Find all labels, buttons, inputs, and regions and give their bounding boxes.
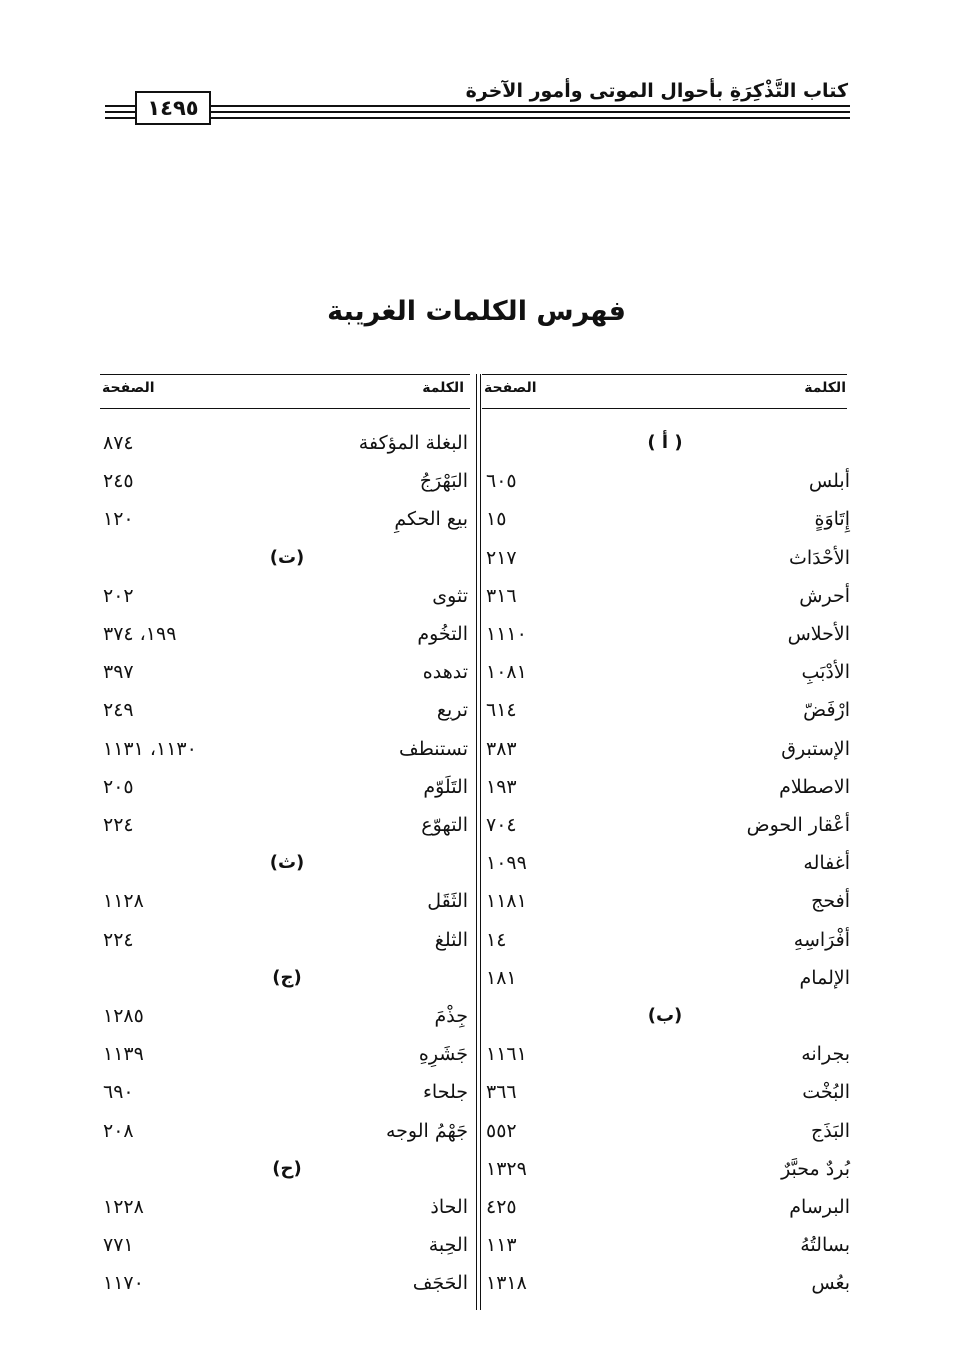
right-word-header: الكلمة — [804, 380, 846, 396]
index-entry — [486, 500, 850, 538]
index-entry — [486, 577, 850, 615]
entry-word: ارْفَضّ — [803, 699, 850, 722]
entry-word: تدهده — [422, 661, 468, 684]
entry-word: الحِبة — [428, 1234, 468, 1257]
entry-word: التهوّع — [421, 814, 468, 836]
index-entry — [103, 653, 468, 691]
entry-word: أغفاله — [803, 852, 850, 875]
entry-word: أفحج — [811, 890, 850, 913]
section-heading: (ح) — [272, 1157, 302, 1179]
entry-page: ١٩٣ — [486, 775, 517, 798]
index-entry — [486, 1188, 850, 1226]
index-entry — [486, 539, 850, 577]
entry-page: ٢٤٥ — [103, 470, 134, 493]
section-heading: (ث) — [269, 852, 305, 874]
index-entry — [103, 1073, 468, 1111]
entry-page: ١٨١ — [486, 966, 517, 989]
entry-page: ٢٢٤ — [103, 928, 134, 951]
entry-page: ٣٨٣ — [486, 737, 517, 760]
entry-word: أفْرَاسِهِ — [793, 928, 850, 951]
entry-word: جلحاء — [422, 1081, 468, 1104]
index-entry — [103, 882, 468, 920]
entry-page: ١٥ — [486, 508, 507, 531]
entry-page: ١٠٩٩ — [486, 852, 527, 875]
entry-word: البغلة المؤكفة — [358, 432, 468, 454]
entry-page: ٢٠٥ — [103, 775, 134, 798]
entry-word: الحاذ — [430, 1196, 468, 1218]
entry-page: ١٢٢٨ — [103, 1196, 144, 1218]
entry-page: ٣١٦ — [486, 584, 517, 607]
right-bottom-rule — [482, 408, 847, 409]
index-entry — [103, 806, 468, 844]
index-entry — [103, 1035, 468, 1073]
entry-word: جِذْمَ — [434, 1005, 468, 1027]
entry-page: ٢٢٤ — [103, 814, 134, 836]
left-top-rule — [100, 374, 470, 375]
entry-word: بُردٌ محبَّرٌ — [781, 1157, 850, 1180]
entry-page: ٤٢٥ — [486, 1196, 517, 1218]
entry-word: أعْقار الحوض — [746, 814, 850, 836]
entry-page: ١٢٨٥ — [103, 1005, 144, 1027]
index-entry — [103, 921, 468, 959]
entry-word: أبلس — [808, 470, 850, 493]
page-title: فهرس الكلمات الغريبة — [327, 296, 626, 327]
entry-word: جَشَرِهِ — [418, 1043, 468, 1066]
entry-page: ٦٩٠ — [103, 1081, 134, 1104]
index-entry — [486, 730, 850, 768]
header-rule — [105, 105, 850, 119]
index-entry — [103, 691, 468, 729]
entry-page: ٣٦٦ — [486, 1081, 517, 1104]
entry-page: ١١٣ — [486, 1234, 517, 1257]
left-page-header: الصفحة — [102, 380, 155, 396]
index-entry — [486, 1150, 850, 1188]
section-heading: ( أ ) — [647, 432, 683, 453]
entry-word: أحرش — [799, 584, 850, 607]
index-entry — [486, 768, 850, 806]
section-heading: (ت) — [269, 546, 305, 568]
index-entry — [486, 615, 850, 653]
entry-word: الإلمام — [799, 966, 850, 989]
entry-page: ١١٣٠، ١١٣١ — [103, 737, 197, 760]
entry-word: البَذَج — [810, 1119, 850, 1142]
entry-word: بسالتُهُ — [800, 1234, 850, 1257]
index-entry — [486, 462, 850, 500]
entry-page: ٢٠٨ — [103, 1119, 134, 1142]
entry-word: تثوى — [432, 584, 468, 607]
entry-page: ٢١٧ — [486, 546, 517, 569]
entry-word: تستنطف — [399, 737, 468, 760]
entry-word: بجرانه — [801, 1043, 850, 1066]
section-heading: (ب) — [647, 1005, 683, 1026]
entry-word: إِتَاوَةٍ — [814, 508, 850, 531]
entry-page: ١٢٠ — [103, 508, 134, 531]
index-entry — [103, 997, 468, 1035]
entry-page: ١١٨١ — [486, 890, 527, 913]
index-entry — [486, 691, 850, 729]
entry-page: ٨٧٤ — [103, 432, 134, 454]
entry-word: بعُس — [811, 1272, 850, 1295]
entry-word: التَلَوّم — [423, 775, 468, 798]
entry-page: ١١٦١ — [486, 1043, 527, 1066]
index-entry — [486, 882, 850, 920]
entry-word: الأدْبَبِ — [801, 661, 850, 684]
index-entry — [486, 1035, 850, 1073]
index-entry — [103, 615, 468, 653]
entry-page: ١٤ — [486, 928, 507, 951]
entry-page: ١١١٠ — [486, 623, 527, 645]
entry-word: الأحلاس — [787, 623, 850, 645]
entry-page: ١١٧٠ — [103, 1272, 144, 1295]
index-entry — [486, 1226, 850, 1264]
entry-page: ١٩٩، ٣٧٤ — [103, 623, 177, 645]
entry-page: ٢٠٢ — [103, 584, 134, 607]
index-entry — [103, 1226, 468, 1264]
index-entry — [486, 1264, 850, 1302]
entry-word: الثَقَل — [427, 890, 468, 913]
section-heading: (ج) — [272, 966, 302, 988]
index-entry — [103, 577, 468, 615]
entry-word: البرسام — [789, 1196, 850, 1218]
index-entry — [103, 768, 468, 806]
entry-word: الحَجَف — [412, 1272, 468, 1295]
entry-word: الاصطلام — [779, 775, 850, 798]
right-top-rule — [482, 374, 847, 375]
index-entry — [486, 653, 850, 691]
entry-word: التخُوم — [417, 623, 468, 645]
entry-word: بيع الحكمِ — [394, 508, 468, 531]
left-bottom-rule — [100, 408, 470, 409]
entry-page: ٧٠٤ — [486, 814, 517, 836]
index-entry — [103, 730, 468, 768]
left-word-header: الكلمة — [422, 380, 464, 396]
index-entry — [103, 500, 468, 538]
right-page-header: الصفحة — [484, 380, 537, 396]
entry-word: جَهْمُ الوجه — [385, 1119, 468, 1142]
index-entry — [486, 959, 850, 997]
entry-page: ٦٠٥ — [486, 470, 517, 493]
entry-word: تريع — [436, 699, 468, 722]
entry-word: الإستبرق — [781, 737, 850, 760]
index-entry — [103, 1264, 468, 1302]
entry-word: البُخْت — [802, 1081, 850, 1104]
entry-word: الأحْدَاث — [789, 546, 850, 569]
index-entry — [103, 462, 468, 500]
entry-page: ٦١٤ — [486, 699, 517, 722]
entry-page: ١٣١٨ — [486, 1272, 527, 1295]
entry-page: ١١٣٩ — [103, 1043, 144, 1066]
entry-page: ٢٤٩ — [103, 699, 134, 722]
entry-page: ٧٧١ — [103, 1234, 134, 1257]
entry-page: ١١٢٨ — [103, 890, 144, 913]
index-entry — [103, 1188, 468, 1226]
entry-word: البَهْرَجُ — [419, 470, 468, 493]
entry-page: ١٣٢٩ — [486, 1157, 527, 1180]
index-entry — [486, 1112, 850, 1150]
index-entry — [486, 806, 850, 844]
index-entry — [486, 844, 850, 882]
index-entry — [103, 1112, 468, 1150]
index-entry — [486, 1073, 850, 1111]
page-number: ١٤٩٥ — [135, 91, 211, 125]
index-entry — [103, 424, 468, 462]
column-divider-2 — [480, 374, 481, 1310]
entry-page: ٣٩٧ — [103, 661, 134, 684]
entry-page: ١٠٨١ — [486, 661, 527, 684]
index-entry — [486, 921, 850, 959]
entry-page: ٥٥٢ — [486, 1119, 517, 1142]
book-title: كتاب التَّذْكِرَةِ بأحوال الموتى وأمور الآخرة — [465, 80, 848, 102]
column-divider — [476, 374, 477, 1310]
entry-word: الثلغ — [434, 928, 468, 951]
